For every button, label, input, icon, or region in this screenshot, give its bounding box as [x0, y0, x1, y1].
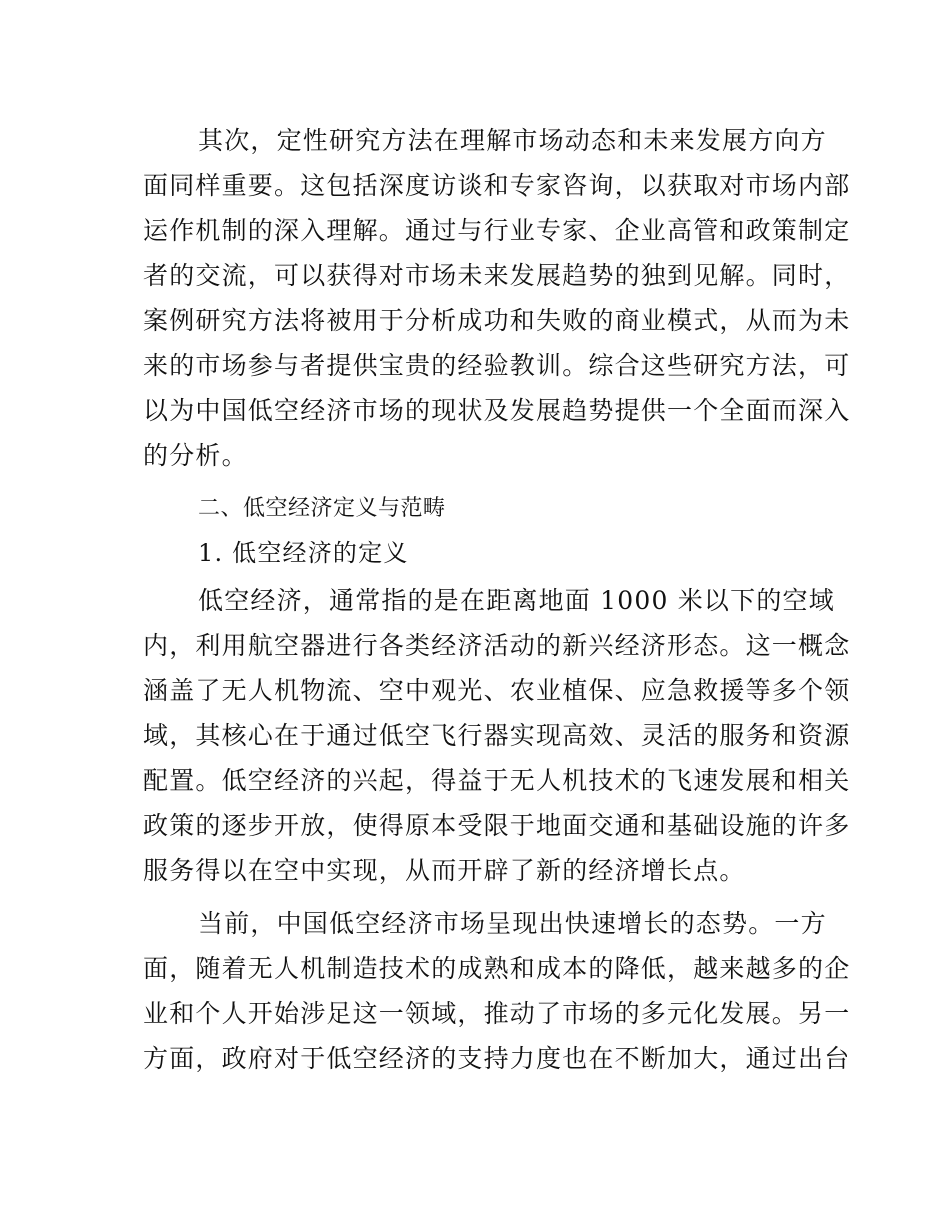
paragraph-line: 面，随着无人机制造技术的成熟和成本的降低，越来越多的企 — [143, 954, 851, 983]
paragraph-line: 的分析。 — [143, 441, 248, 470]
paragraph-line: 业和个人开始涉足这一领域，推动了市场的多元化发展。另一 — [143, 999, 851, 1028]
paragraph-line: 域，其核心在于通过低空飞行器实现高效、灵活的服务和资源 — [143, 721, 851, 750]
paragraph-line: 来的市场参与者提供宝贵的经验教训。综合这些研究方法，可 — [143, 351, 851, 380]
paragraph-line: 者的交流，可以获得对市场未来发展趋势的独到见解。同时， — [143, 261, 851, 290]
paragraph-line: 运作机制的深入理解。通过与行业专家、企业高管和政策制定 — [143, 216, 851, 245]
paragraph-line: 服务得以在空中实现，从而开辟了新的经济增长点。 — [143, 856, 746, 885]
paragraph-line: 内，利用航空器进行各类经济活动的新兴经济形态。这一概念 — [143, 631, 851, 660]
paragraph-line: 以为中国低空经济市场的现状及发展趋势提供一个全面而深入 — [143, 396, 851, 425]
section-heading: 二、低空经济定义与范畴 — [198, 496, 446, 521]
subsection-heading: 1. 低空经济的定义 — [198, 539, 409, 567]
paragraph-line: 其次，定性研究方法在理解市场动态和未来发展方向方 — [198, 126, 827, 155]
paragraph-line: 案例研究方法将被用于分析成功和失败的商业模式，从而为未 — [143, 306, 851, 335]
paragraph-line: 政策的逐步开放，使得原本受限于地面交通和基础设施的许多 — [143, 811, 851, 840]
paragraph-line: 方面，政府对于低空经济的支持力度也在不断加大，通过出台 — [143, 1044, 851, 1073]
paragraph-line: 配置。低空经济的兴起，得益于无人机技术的飞速发展和相关 — [143, 766, 851, 795]
paragraph-line: 低空经济，通常指的是在距离地面 1000 米以下的空域 — [198, 586, 835, 615]
paragraph-line: 当前，中国低空经济市场呈现出快速增长的态势。一方 — [198, 909, 827, 938]
paragraph-line: 涵盖了无人机物流、空中观光、农业植保、应急救援等多个领 — [143, 676, 851, 705]
paragraph-line: 面同样重要。这包括深度访谈和专家咨询，以获取对市场内部 — [143, 171, 851, 200]
